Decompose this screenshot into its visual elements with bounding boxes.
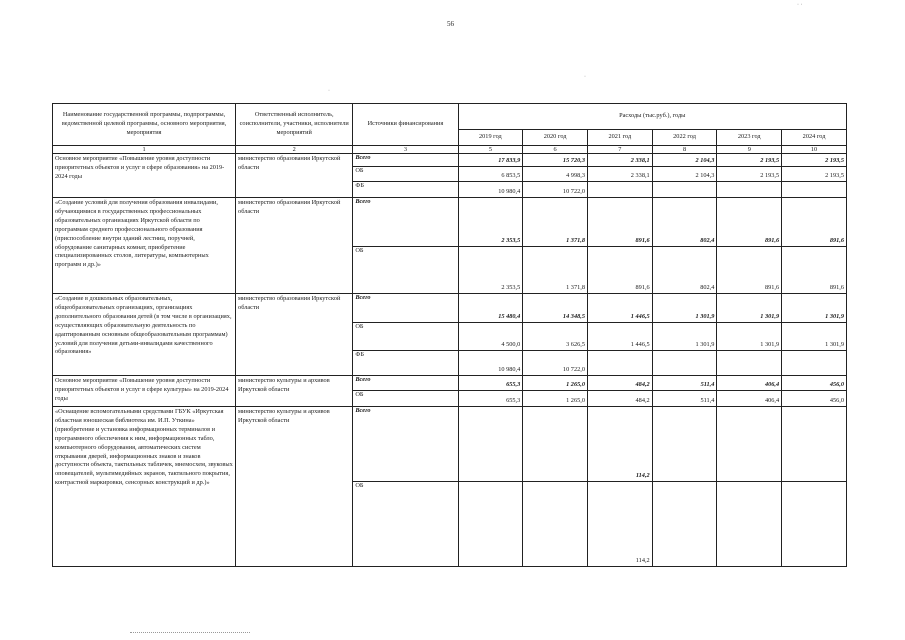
table-row bbox=[53, 154, 847, 198]
expense-value: 114,2 bbox=[635, 472, 650, 480]
header-year: 2021 год bbox=[587, 130, 652, 146]
year-values bbox=[458, 154, 523, 198]
funding-source-label: Всего bbox=[353, 376, 457, 391]
funding-source-label: ОБ bbox=[355, 247, 364, 254]
column-number: 9 bbox=[717, 146, 782, 154]
year-values bbox=[523, 198, 588, 294]
expense-value: 15 720,3 bbox=[562, 157, 585, 165]
funding-sources bbox=[353, 154, 458, 198]
funding-source-label: Всего bbox=[353, 294, 457, 323]
year-values bbox=[717, 407, 782, 567]
expense-value: 2 193,5 bbox=[825, 172, 844, 180]
funding-source-label: ФБ bbox=[355, 351, 364, 358]
expense-value: 2 193,5 bbox=[825, 157, 844, 165]
expense-value: 10 722,0 bbox=[562, 188, 585, 196]
expense-value: 1 371,8 bbox=[566, 237, 585, 245]
activity-name: Основное мероприятие «Повышение уровня доступности приоритетных объектов и услуг в сфере культуры» на 2019-2024 годы bbox=[53, 376, 236, 407]
expense-value: 406,4 bbox=[764, 397, 780, 405]
expense-value: 802,4 bbox=[700, 237, 715, 245]
responsible-executor: министерство образования Иркутской области bbox=[236, 198, 353, 294]
year-values bbox=[587, 294, 652, 376]
header-year: 2024 год bbox=[782, 130, 847, 146]
year-values bbox=[587, 407, 652, 567]
expense-value: 2 338,1 bbox=[630, 157, 650, 165]
year-values bbox=[523, 294, 588, 376]
funding-sources bbox=[353, 294, 458, 376]
header-expenses: Расходы (тыс.руб.), годы bbox=[458, 104, 846, 130]
funding-source-label: Всего bbox=[353, 407, 457, 482]
expense-value: 655,3 bbox=[506, 381, 521, 389]
expense-value: 10 722,0 bbox=[562, 366, 585, 374]
year-values bbox=[587, 376, 652, 407]
expense-value: 1 301,9 bbox=[760, 313, 780, 321]
header-year: 2022 год bbox=[652, 130, 717, 146]
expense-value: 484,2 bbox=[635, 397, 650, 405]
page-number: 56 bbox=[447, 20, 454, 28]
table-row bbox=[53, 198, 847, 294]
activity-name: «Создание в дошкольных образовательных, общеобразовательных организациях, организациях дополнительного образования детей (в том числе в организациях, осуществляющих образовательную деятельность по адаптированным основным общеобразовательным программам) условий для получения детьми-инвалидами качественного образования» bbox=[53, 294, 236, 376]
column-number: 10 bbox=[782, 146, 847, 154]
column-number: 2 bbox=[236, 146, 353, 154]
expense-value: 1 371,8 bbox=[566, 284, 585, 292]
expense-value: 456,0 bbox=[829, 397, 844, 405]
expense-value: 114,2 bbox=[635, 557, 650, 565]
responsible-executor: министерство культуры и архивов Иркутской области bbox=[236, 407, 353, 567]
header-year: 2019 год bbox=[458, 130, 523, 146]
year-values bbox=[458, 407, 523, 567]
year-values bbox=[652, 154, 717, 198]
expense-value: 2 104,3 bbox=[695, 172, 715, 180]
header-name: Наименование государственной программы, подпрограммы, ведомственной целевой программы, основного мероприятия, мероприятия bbox=[53, 104, 236, 146]
expense-value: 1 446,5 bbox=[630, 313, 650, 321]
expense-value: 2 104,3 bbox=[695, 157, 715, 165]
year-values bbox=[652, 407, 717, 567]
expense-value: 17 833,9 bbox=[498, 157, 521, 165]
scan-mark: · · bbox=[797, 2, 803, 8]
expense-value: 2 193,5 bbox=[760, 172, 780, 180]
expense-value: 1 446,5 bbox=[630, 341, 650, 349]
table-row bbox=[53, 376, 847, 407]
header-year: 2023 год bbox=[717, 130, 782, 146]
year-values bbox=[652, 198, 717, 294]
column-number: 3 bbox=[353, 146, 458, 154]
funding-source-label: ОБ bbox=[353, 167, 457, 182]
expense-value: 6 853,5 bbox=[501, 172, 521, 180]
expense-value: 891,6 bbox=[635, 237, 650, 245]
funding-sources bbox=[353, 376, 458, 407]
responsible-executor: министерство образования Иркутской области bbox=[236, 154, 353, 198]
funding-sources bbox=[353, 198, 458, 294]
expense-value: 1 301,9 bbox=[695, 313, 715, 321]
header-year: 2020 год bbox=[523, 130, 588, 146]
year-values bbox=[717, 294, 782, 376]
expense-value: 10 980,4 bbox=[498, 366, 521, 374]
funding-source-label: Всего bbox=[353, 198, 457, 247]
funding-source-label: Всего bbox=[353, 154, 457, 167]
funding-source-label: ОБ bbox=[355, 482, 364, 489]
expense-value: 2 353,5 bbox=[501, 284, 521, 292]
expense-value: 891,6 bbox=[764, 237, 780, 245]
year-values bbox=[782, 154, 847, 198]
expense-value: 511,4 bbox=[700, 397, 715, 405]
table-row bbox=[53, 407, 847, 567]
expenses-table bbox=[52, 103, 847, 567]
expense-value: 891,6 bbox=[829, 237, 844, 245]
expense-value: 802,4 bbox=[700, 284, 715, 292]
expense-value: 1 301,9 bbox=[825, 341, 844, 349]
expense-value: 14 348,5 bbox=[562, 313, 585, 321]
year-values bbox=[652, 376, 717, 407]
scan-mark bbox=[130, 632, 250, 634]
expense-value: 891,6 bbox=[764, 284, 780, 292]
activity-name: «Оснащение вспомогательными средствами ГБУК «Иркутская областная юношеская библиотека им. И.П. Уткина» (приобретение и установка информационных терминалов и программного обеспечения к ним, информационных табло, компьютерного оборудования, автоматических систем открывания дверей, информационных знаков и знаков доступности объекта, тактильных табличек, мнемосхем, звуковых оповещателей, мультимедийных экранов, тактильного покрытия, контрастной маркировки, сенсорных конструкций и др.)» bbox=[53, 407, 236, 567]
expense-value: 4 998,3 bbox=[566, 172, 585, 180]
expense-value: 4 500,0 bbox=[501, 341, 521, 349]
column-number: 8 bbox=[652, 146, 717, 154]
year-values bbox=[523, 407, 588, 567]
expense-value: 891,6 bbox=[635, 284, 650, 292]
year-values bbox=[782, 198, 847, 294]
expense-value: 456,0 bbox=[829, 381, 844, 389]
expense-value: 10 980,4 bbox=[498, 188, 521, 196]
funding-source-label: ОБ bbox=[353, 323, 457, 351]
year-values bbox=[458, 294, 523, 376]
header-sources: Источники финансирования bbox=[353, 104, 458, 146]
scan-mark: · bbox=[584, 74, 586, 80]
expense-value: 1 301,9 bbox=[825, 313, 844, 321]
year-values bbox=[587, 198, 652, 294]
header-responsible: Ответственный исполнитель, соисполнители, участники, исполнители мероприятий bbox=[236, 104, 353, 146]
activity-name: Основное мероприятие «Повышение уровня доступности приоритетных объектов и услуг в сфере образования» на 2019-2024 годы bbox=[53, 154, 236, 198]
expense-value: 511,4 bbox=[700, 381, 715, 389]
year-values bbox=[652, 294, 717, 376]
year-values bbox=[587, 154, 652, 198]
expense-value: 2 353,5 bbox=[501, 237, 521, 245]
expense-value: 406,4 bbox=[764, 381, 780, 389]
funding-source-label: ОБ bbox=[355, 391, 364, 398]
column-number: 7 bbox=[587, 146, 652, 154]
year-values bbox=[717, 154, 782, 198]
column-number: 6 bbox=[523, 146, 588, 154]
year-values bbox=[523, 154, 588, 198]
scan-mark: · bbox=[328, 88, 330, 94]
responsible-executor: министерство образования Иркутской области bbox=[236, 294, 353, 376]
year-values bbox=[717, 376, 782, 407]
expense-value: 1 301,9 bbox=[760, 341, 780, 349]
responsible-executor: министерство культуры и архивов Иркутской области bbox=[236, 376, 353, 407]
funding-sources bbox=[353, 407, 458, 567]
expense-value: 891,6 bbox=[829, 284, 844, 292]
funding-source-label: ФБ bbox=[355, 182, 364, 189]
expense-value: 484,2 bbox=[635, 381, 650, 389]
table-row bbox=[53, 294, 847, 376]
activity-name: «Создание условий для получения образования инвалидами, обучающимися в государственных профессиональных образовательных организациях Иркутской области по программам среднего профессионального образования (приспособление внутри зданий лестниц, поручней, оборудование санитарных комнат, приобретение специализированных столов, литературы, компьютерных программ и др.)» bbox=[53, 198, 236, 294]
year-values bbox=[458, 376, 523, 407]
expense-value: 1 265,0 bbox=[566, 397, 585, 405]
year-values bbox=[523, 376, 588, 407]
expense-value: 2 338,1 bbox=[630, 172, 650, 180]
column-number: 5 bbox=[458, 146, 523, 154]
year-values bbox=[782, 376, 847, 407]
year-values bbox=[782, 294, 847, 376]
expense-value: 655,3 bbox=[506, 397, 521, 405]
year-values bbox=[717, 198, 782, 294]
year-values bbox=[782, 407, 847, 567]
year-values bbox=[458, 198, 523, 294]
expense-value: 1 265,0 bbox=[566, 381, 585, 389]
expense-value: 1 301,9 bbox=[695, 341, 715, 349]
column-number: 1 bbox=[53, 146, 236, 154]
expense-value: 15 480,4 bbox=[498, 313, 521, 321]
expense-value: 3 626,5 bbox=[566, 341, 585, 349]
expense-value: 2 193,5 bbox=[760, 157, 780, 165]
